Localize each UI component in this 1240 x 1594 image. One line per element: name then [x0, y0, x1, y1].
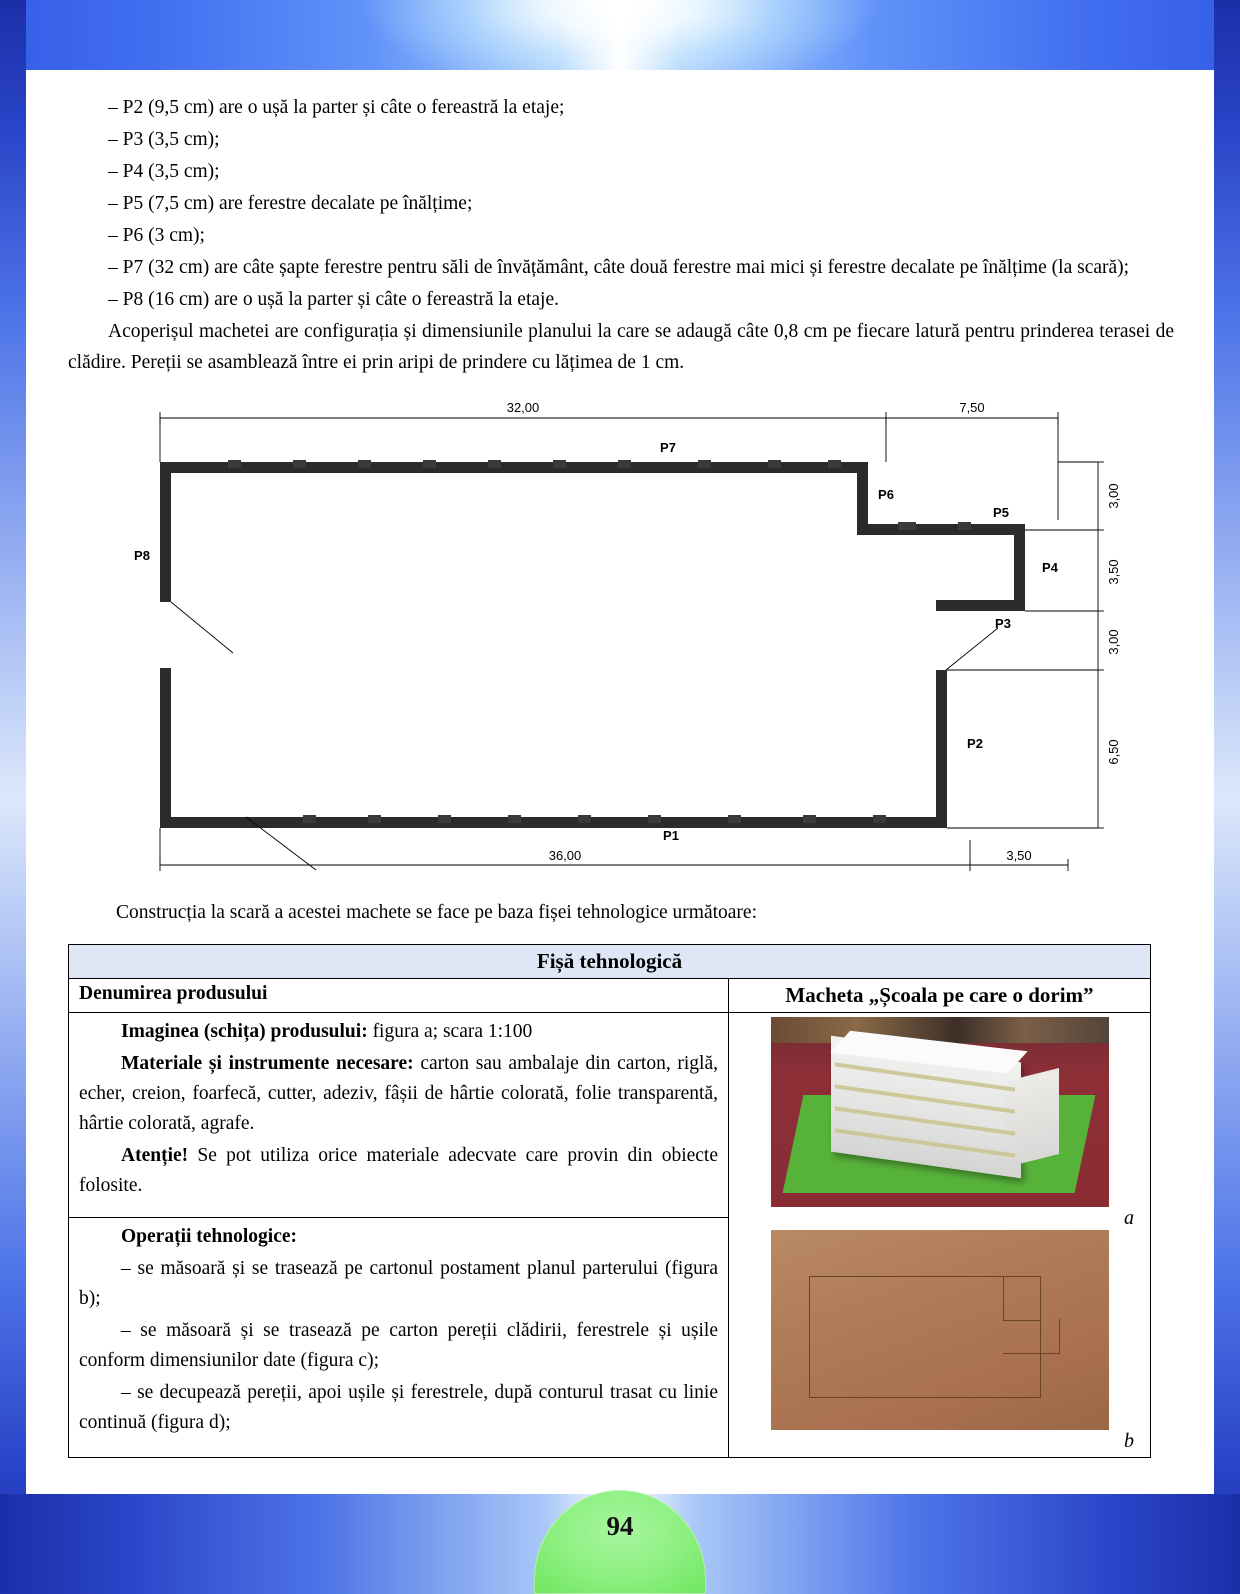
row-image-line — [79, 1017, 718, 1047]
fisa-tehnologica-table — [68, 944, 1151, 1458]
bullet-p8: – P8 (16 cm) are o ușă la parter și câte o fereastră la etaje. — [108, 289, 559, 310]
table-title: Fișă tehnologică — [69, 944, 1151, 978]
bullet-p4: – P4 (3,5 cm); — [108, 161, 220, 182]
label-p3: P3 — [995, 616, 1011, 631]
image-label: Imaginea (schița) produsului: — [121, 1020, 368, 1042]
photo-a-letter: a — [1124, 1206, 1134, 1229]
photo-model-school — [771, 1017, 1109, 1207]
row-materials-line — [79, 1049, 718, 1139]
decorative-top-band — [0, 0, 1240, 70]
photo-b-letter: b — [1124, 1429, 1134, 1452]
photo-a-background-strip — [771, 1017, 1109, 1043]
label-p5: P5 — [993, 505, 1009, 520]
label-p2: P2 — [967, 736, 983, 751]
bullet-p5: – P5 (7,5 cm) are ferestre decalate pe înălțime; — [108, 193, 473, 214]
photo-carton-plan — [771, 1230, 1109, 1430]
photo-b-plan-notch-2 — [1003, 1319, 1060, 1354]
operation-item-2: – se măsoară și se trasează pe carton pereții clădirii, ferestrele și ușile conform dimensiunilor date (figura c); — [79, 1320, 718, 1372]
bullet-p3: – P3 (3,5 cm); — [108, 129, 220, 150]
materials-value: carton sau ambalaje din carton, riglă, echer, creion, foarfecă, cutter, adeziv, fâșii de hârtie colorată, folie transparentă, hârtie colorată, agrafe. — [79, 1052, 718, 1134]
bullet-p7: – P7 (32 cm) are câte șapte ferestre pentru săli de învățământ, câte două ferestre mai mici și ferestre decalate pe înălțime (la scară); — [108, 257, 1130, 278]
dim-bottom-left: 36,00 — [548, 848, 582, 863]
attention-label: Atenție! — [121, 1144, 189, 1166]
operation-item-1: – se măsoară și se trasează pe cartonul postament planul parterului (figura b); — [79, 1258, 718, 1310]
row-attention-line — [79, 1141, 718, 1201]
dim-right-3: 3,00 — [1106, 629, 1121, 655]
dim-right-2: 3,50 — [1106, 559, 1121, 585]
floor-plan-figure — [68, 400, 1174, 890]
label-p7: P7 — [660, 440, 676, 455]
operation-item-3: – se decupează pereții, apoi ușile și ferestrele, după conturul trasat cu linie continuă (figura d); — [79, 1382, 718, 1434]
table-body-row-1 — [69, 1012, 1151, 1218]
dim-bottom-right: 3,50 — [1006, 848, 1032, 863]
label-p8: P8 — [134, 548, 150, 563]
operations-label: Operații tehnologice: — [121, 1226, 298, 1248]
image-value: figura a; scara 1:100 — [367, 1020, 533, 1042]
header-macheta: Macheta „Școala pe care o dorim” — [729, 978, 1151, 1012]
bullet-p2: – P2 (9,5 cm) are o ușă la parter și câte o fereastră la etaje; — [108, 97, 565, 118]
bullet-p6: – P6 (3 cm); — [108, 225, 205, 246]
page-content — [68, 92, 1174, 1458]
label-p4: P4 — [1042, 560, 1058, 575]
table-header-row — [69, 978, 1151, 1012]
decorative-left-band — [0, 0, 26, 1594]
dim-top-right: 7,50 — [959, 400, 985, 415]
figure-caption: Construcția la scară a acestei machete se face pe baza fișei tehnologice următoare: — [116, 902, 757, 923]
dim-top-left: 32,00 — [506, 400, 540, 415]
materials-label: Materiale și instrumente necesare: — [121, 1052, 414, 1074]
paragraph-roof: Acoperișul machetei are configurația și dimensiunile planului la care se adaugă câte 0,8 cm pe fiecare latură pentru prinderea terasei de clădire. Pereții se asamblează între ei prin aripi de prindere cu lățimea de 1 cm. — [68, 321, 1174, 373]
cell-materials — [69, 1012, 729, 1218]
header-denumirea-produsului: Denumirea produsului — [69, 978, 729, 1012]
dim-right-4: 6,50 — [1106, 739, 1121, 765]
dim-right-1: 3,00 — [1106, 483, 1121, 509]
label-p1: P1 — [663, 828, 679, 843]
decorative-right-band — [1214, 0, 1240, 1594]
photo-b-plan-notch-1 — [1003, 1276, 1040, 1321]
attention-value: Se pot utiliza orice materiale adecvate care provin din obiecte folosite. — [79, 1144, 718, 1196]
cell-operations — [69, 1218, 729, 1457]
page-number: 94 — [606, 1511, 634, 1541]
floor-plan-svg — [68, 400, 1174, 890]
table-title-row — [69, 944, 1151, 978]
cell-photos — [729, 1012, 1151, 1457]
label-p6: P6 — [878, 487, 894, 502]
